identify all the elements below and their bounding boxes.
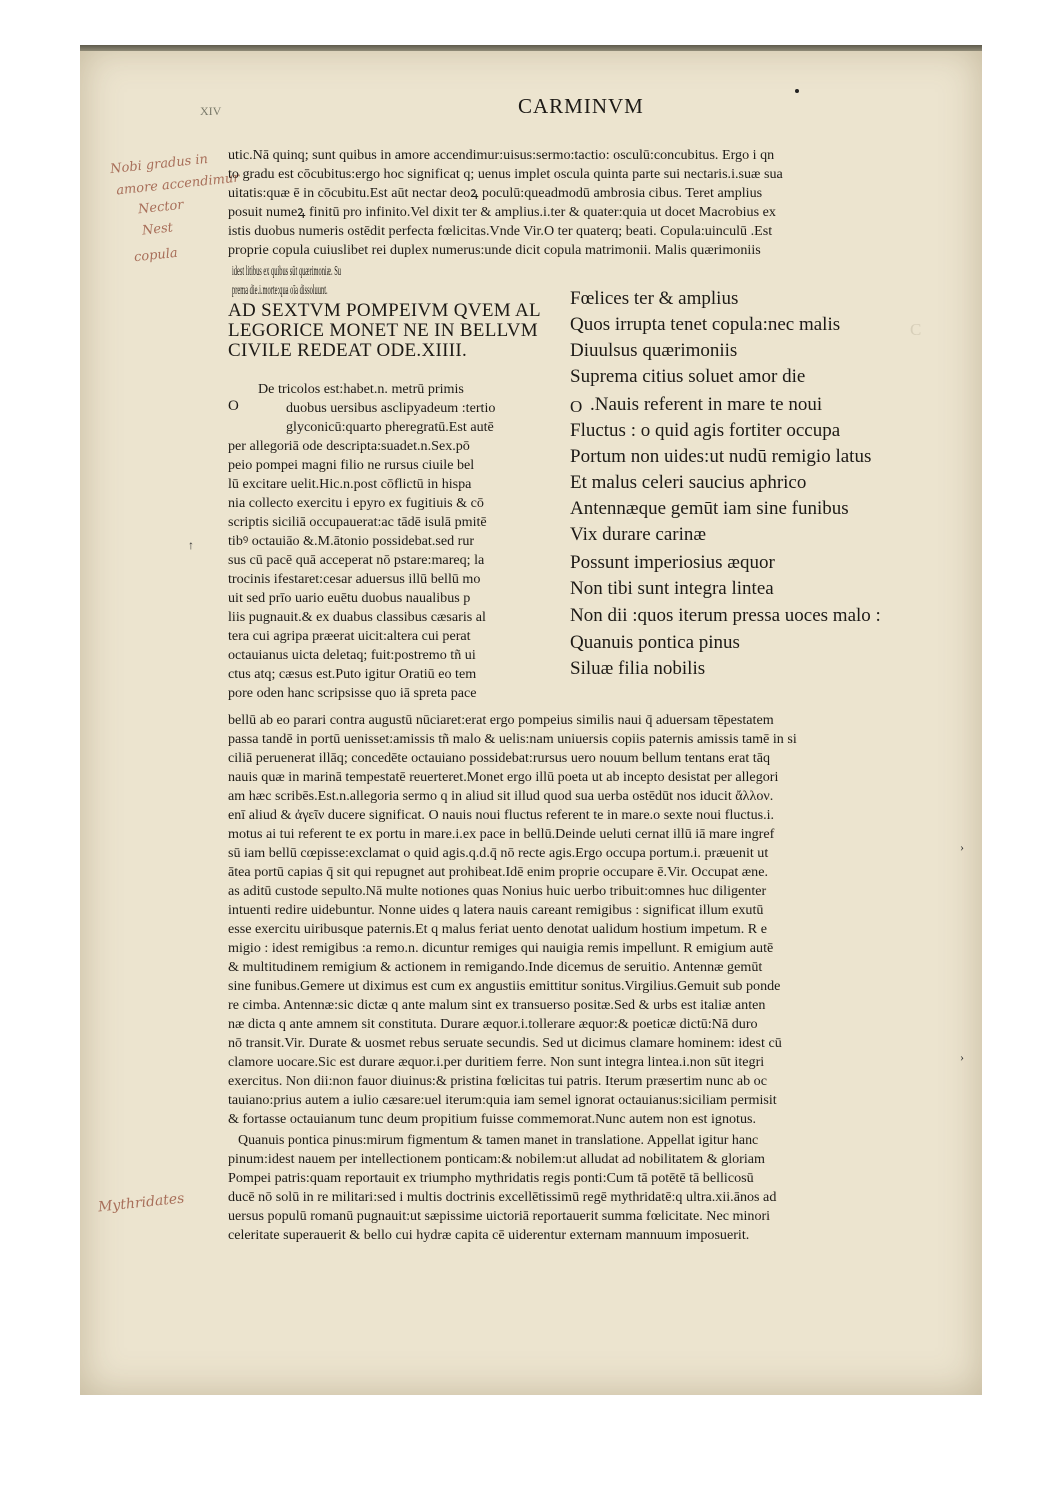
commentary-line: nauis quæ in marinā tempestatē reuerteret.Monet ergo illū poeta ut ab incepto desistat per allegori: [228, 769, 779, 785]
commentary-line: næ dicta q ante amnem sit constituta. Durare æquor.i.tollerare æquor:& poeticæ dictū:Nā duro: [228, 1016, 758, 1032]
commentary-line: lū excitare uelit.Hic.n.post cōflictū in hispa: [228, 476, 472, 492]
commentary-line: motus ai tui referent te ex portu in mare.i.ex pace in bellū.Deinde ueluti cernat illū iā mare ingref: [228, 826, 775, 842]
commentary-line: utic.Nā quinq; sunt quibus in amore accendimur:uisus:sermo:tactio: osculū:concubitus. Ergo i qn: [228, 147, 775, 163]
running-head: CARMINVM: [518, 94, 644, 118]
margin-mark: ›: [960, 840, 964, 854]
commentary-line: idest litibus ex quibus sūt quærimoniæ. Su: [232, 263, 341, 279]
commentary-line: ciliā peruenerat illāq; concedēte octauiano possidebat:rursus uero nouum bellum tentans erat tāq: [228, 750, 771, 766]
commentary-line: & fortasse octauianum tunc deum propitium fuisse commemorat.Nunc autem non est ignotus.: [228, 1111, 757, 1127]
commentary-line: uersus populū romanū pugnauit:ut sæpissime uictoriā reportauerit summa fœlicitate. Nec minori: [228, 1208, 771, 1224]
commentary-line: & multitudinem remigium & actionem in remigando.Inde dicemus de seruitio. Antennæ gemūt: [228, 959, 763, 975]
commentary-line: peio pompei magni filio ne rursus ciuile bel: [228, 457, 475, 473]
commentary-line: octauianus uicta deletaq; fuit:postremo tñ ui: [228, 647, 476, 663]
commentary-line: exercitus. Non dii:non fauor diuinus:& pristina fœlicitas tui patris. Iterum præsertim nunc ab oc: [228, 1073, 767, 1089]
marginal-note: Nobi gradus in: [109, 151, 209, 178]
poem-line: Diuulsus quærimoniis: [570, 340, 738, 361]
commentary-line: sine funibus.Gemere ut diximus est cum ex angustiis emittitur sonitus.Virgilius.Gemuit sub ponde: [228, 978, 781, 994]
commentary-line: tera cui agripa præerat uicit:altera cui perat: [228, 628, 471, 644]
poem-line: Fœlices ter & amplius: [570, 288, 739, 309]
margin-mark: ›: [960, 1050, 964, 1064]
poem-line: Fluctus : o quid agis fortiter occupa: [570, 420, 841, 441]
commentary-initial-space: O: [228, 398, 239, 414]
ode-heading: CIVILE REDEAT ODE.XIIII.: [228, 340, 468, 361]
marginal-note: Nest: [141, 220, 174, 239]
commentary-line: Quanuis pontica pinus:mirum figmentum & tamen manet in translatione. Appellat igitur hanc: [238, 1132, 759, 1148]
ode-heading: AD SEXTVM POMPEIVM QVEM AL: [228, 300, 541, 321]
poem-line: Vix durare carinæ: [570, 524, 707, 545]
poem-line: Et malus celeri saucius aphrico: [570, 472, 807, 493]
ink-dot: [795, 89, 799, 93]
poem-line: Siluæ filia nobilis: [570, 658, 706, 679]
poem-line: Possunt imperiosius æquor: [570, 552, 775, 573]
commentary-line: nō transit.Vir. Durate & uosmet rebus seruate secundis. Sed ut dicimus clamare hominem: idest cū: [228, 1035, 782, 1051]
commentary-line: ducē nō solū in re militari:sed i multis doctrinis excellētissimū regē mythridatē:q ultra.xii.ānos ad: [228, 1189, 777, 1205]
commentary-line: duobus uersibus asclipyadeum :tertio: [286, 400, 496, 416]
poem-line: Antennæque gemūt iam sine funibus: [570, 498, 849, 519]
commentary-line: proprie copula cuiuslibet rei duplex numerus:unde dicit copula matrimonii. Malis quærimoniis: [228, 242, 761, 258]
marginal-note: Nector: [137, 197, 185, 218]
commentary-line: Pompei patris:quam reportauit ex triumpho mythridatis regis ponti:Cum tā potētē tā bellicosū: [228, 1170, 754, 1186]
commentary-line: as aditū custode sepulto.Nā multe notiones quas Nonius huic uerbo tribuit:omnes huc diligenter: [228, 883, 767, 899]
commentary-line: intuenti redire uidebuntur. Nonne uides q latera nauis careant remigibus : significat illum exutū: [228, 902, 764, 918]
commentary-line: istis duobus numeris ostēdit perfecta fœlicitas.Vnde Vir.O ter quaterq; beati. Copula:uinculū .Est: [228, 223, 773, 239]
commentary-line: sus cū pacē quā acceperat nō pstare:mareq; la: [228, 552, 485, 568]
poem-line: Non tibi sunt integra lintea: [570, 578, 774, 599]
commentary-line: pinum:idest nauem per intellectionem ponticam:& nobilem:ut alludat ad nobilitatem & gloriam: [228, 1151, 766, 1167]
signature-mark: XIV: [200, 104, 222, 118]
poem-line: Quanuis pontica pinus: [570, 632, 740, 653]
commentary-line: sū iam bellū cœpisse:exclamat o quid agis.q.d.q̄ nō recte agis.Ergo occupa portum.i. præuenit ut: [228, 845, 769, 861]
poem-initial-space: O: [570, 397, 583, 416]
commentary-line: enī aliud & ἀγεῖν ducere significat. O nauis noui fluctus referent te in mare.o sexte noui fluctus.i.: [228, 807, 775, 823]
margin-mark: ↑: [188, 538, 194, 552]
commentary-line: nia collecto exercitu i epyro ex fugitiuis & cō: [228, 495, 484, 511]
commentary-line: ctus atq; cæsus est.Puto igitur Oratiū eo tem: [228, 666, 477, 682]
commentary-line: trocinis ifestaret:cesar aduersus illū bellū mo: [228, 571, 481, 587]
commentary-line: scriptis siciliā occupauerat:ac tādē isulā pmitē: [228, 514, 487, 530]
commentary-line: to gradu est cōcubitus:ergo hoc significat q; uenus implet oscula quinta parte sui nectaris.i.suæ sua: [228, 166, 783, 182]
ode-heading: LEGORICE MONET NE IN BELLVM: [228, 320, 538, 341]
commentary-line: per allegoriā ode descripta:suadet.n.Sex.pō: [228, 438, 470, 454]
commentary-line: De tricolos est:habet.n. metrū primis: [258, 381, 464, 397]
commentary-line: pore oden hanc scripsisse quo iā spreta pace: [228, 685, 477, 701]
commentary-line: uitatis:quæ ē in cōcubitu.Est aūt nectar deoꝝ poculū:queadmodū ambrosia cibus. Teret amplius: [228, 185, 763, 201]
poem-line: Portum non uides:ut nudū remigio latus: [570, 446, 872, 467]
commentary-line: passa tandē in portū uenisset:amissis tñ malo & uelis:nam uniuersis copiis paternis amissis tamē in si: [228, 731, 797, 747]
commentary-line: prema die.i.morte:qua oīa dissoluunt.: [232, 282, 328, 298]
poem-line: .Nauis referent in mare te noui: [590, 394, 823, 415]
commentary-line: liis pugnauit.& ex duabus classibus cæsaris al: [228, 609, 486, 625]
commentary-line: tauiano:prius autem a iulio cæsare:uel iterum:quia iam semel ignorat octauianus:siciliam permisit: [228, 1092, 777, 1108]
commentary-line: esse exercitu uiribusque paternis.Et q malus feriat uento denotat ualidum hostium impetum. R e: [228, 921, 767, 937]
commentary-line: celeritate superauerit & bello cui hydræ capita cē uiderentur externam mannuum imposuerit.: [228, 1227, 750, 1243]
poem-line: Non dii :quos iterum pressa uoces malo :: [570, 605, 881, 626]
marginal-note: amore accendimur: [115, 170, 241, 199]
commentary-line: tibꝰ octauiāo &.M.ātonio possidebat.sed rur: [228, 533, 475, 549]
marginal-note: Mythridates: [97, 1190, 186, 1216]
commentary-line: am hæc scribēs.Est.n.allegoria sermo q in aliud sit illud quod sua uerba ostēdūt nos iducit ἄλλον.: [228, 788, 774, 804]
poem-line: Quos irrupta tenet copula:nec malis: [570, 314, 841, 335]
marginal-note: copula: [133, 245, 179, 266]
commentary-line: ātea portū capias q̄ sit qui repugnet aut prohibeat.Idē enim proprie occupare ē.Vir. Occupat æne.: [228, 864, 768, 880]
page-top-edge: [80, 45, 982, 51]
bleed-through-text: C: [910, 320, 922, 339]
commentary-line: clamore uocare.Sic est durare æquor.i.per duritiem ferre. Non sunt integra lintea.i.non sūt itegri: [228, 1054, 765, 1070]
commentary-line: migio : idest remigibus :a remo.n. dicuntur remiges qui nauigia remis impellunt. R emigium autē: [228, 940, 774, 956]
commentary-line: posuit numeꝝ finitū pro infinito.Vel dixit ter & amplius.i.ter & quater:quia ut docet Macrobius ex: [228, 204, 776, 220]
commentary-line: re cimba. Antennæ:sic dictæ q ante malum sint ex transuerso positæ.Sed & urbs est italiæ anten: [228, 997, 766, 1013]
commentary-line: glyconicū:quarto pheregratū.Est autē: [286, 419, 494, 435]
commentary-line: uit sed prīo uario euētu duobus naualibus p: [228, 590, 471, 606]
commentary-line: bellū ab eo parari contra augustū nūciaret:erat ergo pompeius similis naui q̄ aduersam tēpestatem: [228, 712, 774, 728]
poem-line: Suprema citius soluet amor die: [570, 366, 806, 387]
